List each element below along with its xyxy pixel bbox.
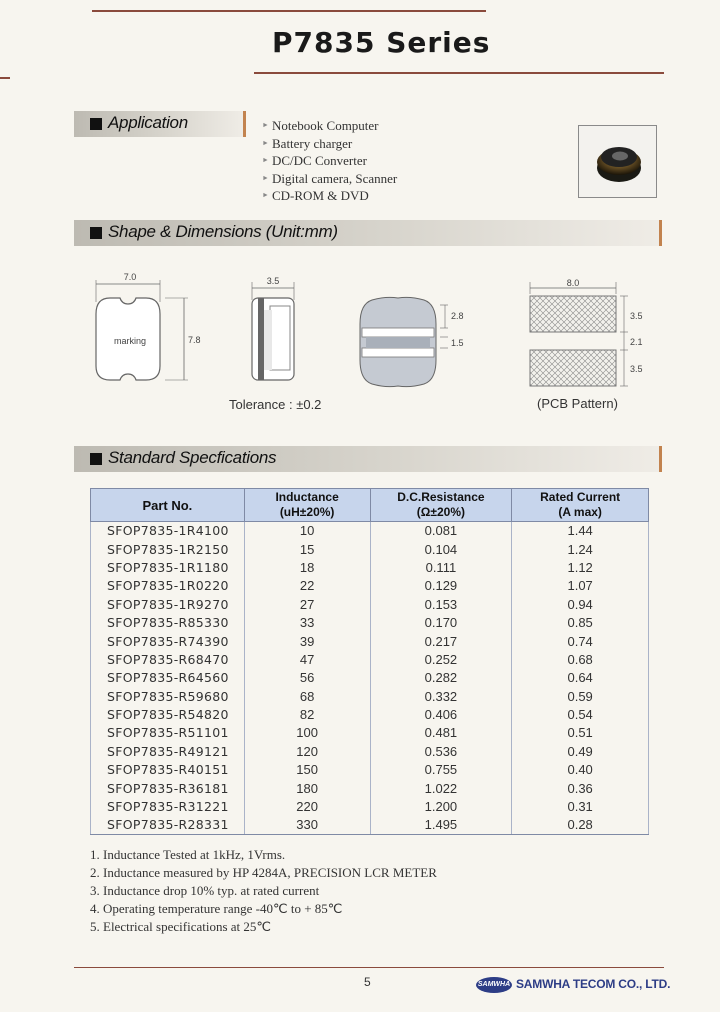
- table-row: SFOP7835-R28331 330 1.495 0.28: [91, 816, 649, 834]
- triangle-bullet-icon: ►: [262, 173, 269, 182]
- table-row: SFOP7835-R51101 100 0.481 0.51: [91, 724, 649, 742]
- table-row: SFOP7835-R54820 82 0.406 0.54: [91, 705, 649, 723]
- list-item: ► Notebook Computer: [262, 118, 379, 133]
- margin-rule: [0, 77, 10, 79]
- page-title: P7835 Series: [272, 26, 491, 59]
- pcb-caption: (PCB Pattern): [537, 396, 618, 411]
- dim-thickness: 3.5: [266, 276, 280, 286]
- table-row: SFOP7835-R36181 180 1.022 0.36: [91, 779, 649, 797]
- application-list: [262, 117, 397, 205]
- top-view: [96, 272, 201, 380]
- table-row: SFOP7835-1R4100 10 0.081 1.44: [91, 522, 649, 540]
- header-part-no: Part No.: [91, 489, 245, 522]
- header-inductance: Inductance (uH±20%): [244, 489, 370, 522]
- table-row: SFOP7835-1R1180 18 0.111 1.12: [91, 558, 649, 576]
- dim-height: 7.8: [188, 335, 201, 345]
- square-bullet-icon: [90, 227, 102, 239]
- spec-table: [90, 488, 649, 835]
- note-item: 5. Electrical specifications at 25℃: [90, 919, 272, 934]
- section-shape: [74, 220, 662, 246]
- company-name: SAMWHA TECOM CO., LTD.: [516, 977, 671, 991]
- section-specs: [74, 446, 662, 472]
- tolerance-caption: Tolerance : ±0.2: [229, 397, 322, 412]
- table-row: SFOP7835-1R2150 15 0.104 1.24: [91, 540, 649, 558]
- section-application: [74, 111, 246, 137]
- side-view: [252, 276, 294, 380]
- table-row: SFOP7835-R59680 68 0.332 0.59: [91, 687, 649, 705]
- table-row: SFOP7835-1R9270 27 0.153 0.94: [91, 595, 649, 613]
- square-bullet-icon: [90, 453, 102, 465]
- inductor-image: [579, 126, 656, 197]
- bottom-view: [360, 297, 464, 386]
- table-row: SFOP7835-1R0220 22 0.129 1.07: [91, 577, 649, 595]
- section-label: Application: [108, 113, 188, 132]
- section-label: Standard Specfications: [108, 448, 277, 467]
- square-bullet-icon: [90, 118, 102, 130]
- pcb-pattern: [530, 278, 643, 386]
- table-row: SFOP7835-R74390 39 0.217 0.74: [91, 632, 649, 650]
- dim-pcb-width: 8.0: [566, 278, 580, 288]
- table-row: SFOP7835-R31221 220 1.200 0.31: [91, 797, 649, 815]
- note-item: 4. Operating temperature range -40℃ to + 85℃: [90, 901, 343, 916]
- page-number: 5: [364, 975, 371, 989]
- header-rated-current: Rated Current (A max): [512, 489, 649, 522]
- title-rule: [254, 72, 664, 74]
- table-row: SFOP7835-R64560 56 0.282 0.64: [91, 669, 649, 687]
- table-row: SFOP7835-R49121 120 0.536 0.49: [91, 742, 649, 760]
- table-row: SFOP7835-R68470 47 0.252 0.68: [91, 650, 649, 668]
- dim-width: 7.0: [123, 272, 137, 282]
- header-dcr: D.C.Resistance (Ω±20%): [370, 489, 512, 522]
- marking-label: marking: [113, 336, 147, 346]
- dim-pcb-pad2: 3.5: [630, 364, 643, 374]
- table-row: SFOP7835-R85330 33 0.170 0.85: [91, 613, 649, 631]
- company-logo: SAMWHA: [476, 977, 512, 993]
- footer-rule: [74, 967, 664, 968]
- dim-gap-bottom: 1.5: [451, 338, 464, 348]
- note-item: 1. Inductance Tested at 1kHz, 1Vrms.: [90, 847, 286, 862]
- triangle-bullet-icon: ►: [262, 138, 269, 147]
- notes-list: [90, 846, 437, 936]
- dim-gap-top: 2.8: [451, 311, 464, 321]
- table-header-row: [91, 489, 649, 522]
- list-item: ► Battery charger: [262, 135, 353, 151]
- note-item: 2. Inductance measured by HP 4284A, PRECISION LCR METER: [90, 865, 437, 880]
- dim-pcb-gap: 2.1: [630, 337, 643, 347]
- table-row: SFOP7835-R40151 150 0.755 0.40: [91, 761, 649, 779]
- list-item: ► CD-ROM & DVD: [262, 188, 369, 203]
- triangle-bullet-icon: ►: [262, 121, 269, 129]
- top-rule: [92, 10, 486, 12]
- product-photo: [578, 125, 657, 198]
- triangle-bullet-icon: ►: [262, 156, 269, 164]
- section-label: Shape & Dimensions (Unit:mm): [108, 222, 338, 241]
- dim-pcb-pad1: 3.5: [630, 311, 643, 321]
- note-item: 3. Inductance drop 10% typ. at rated current: [90, 883, 320, 898]
- list-item: ► Digital camera, Scanner: [262, 170, 398, 186]
- list-item: ► DC/DC Converter: [262, 153, 367, 168]
- triangle-bullet-icon: ►: [262, 191, 269, 199]
